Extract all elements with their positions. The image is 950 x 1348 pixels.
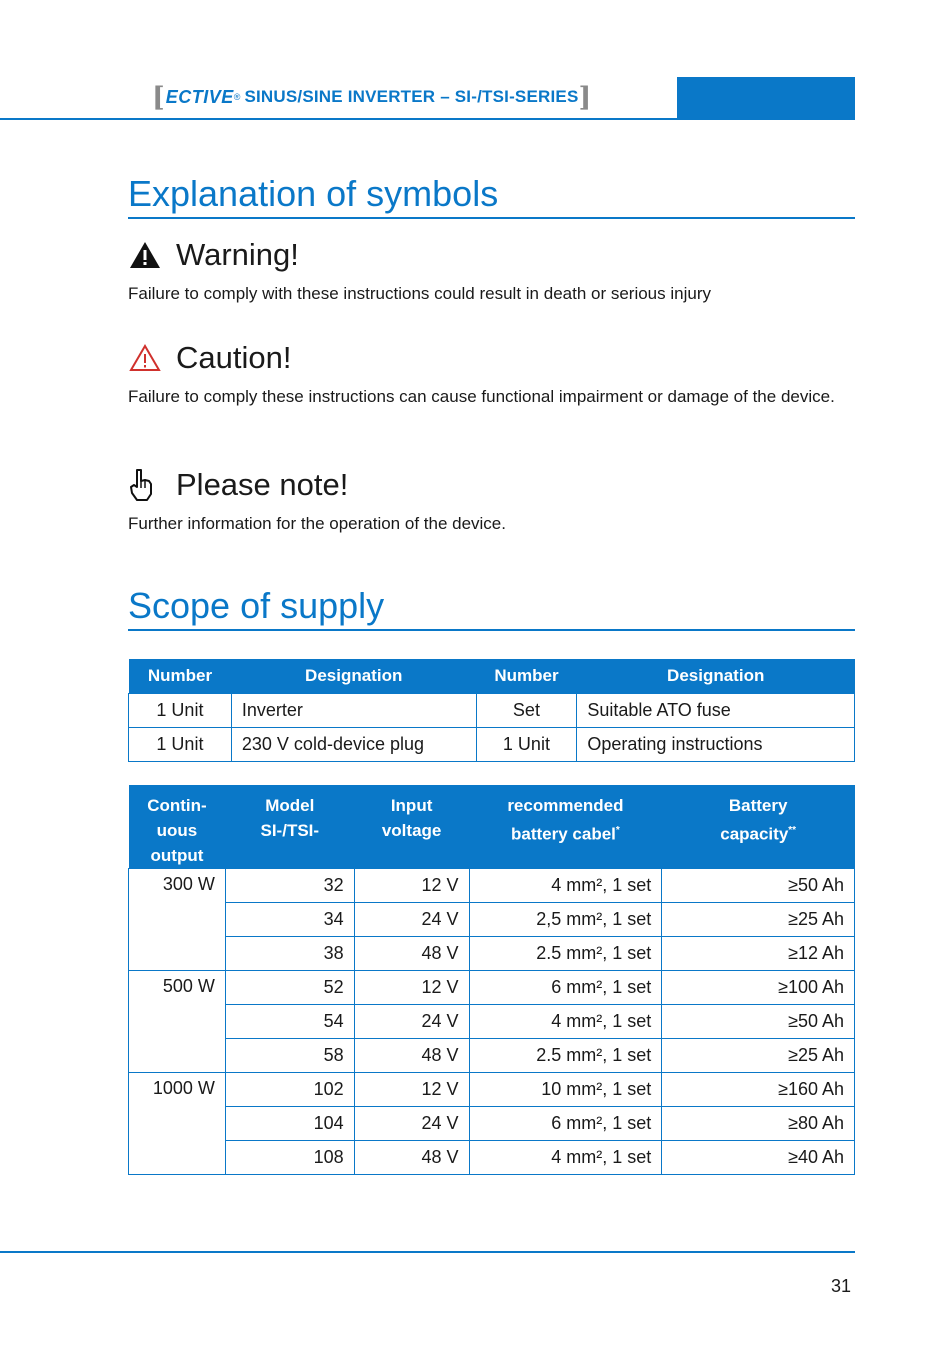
column-header: Number bbox=[476, 659, 577, 693]
table-cell: 54 bbox=[225, 1005, 354, 1039]
table-row bbox=[129, 903, 855, 937]
table-cell: 32 bbox=[225, 869, 354, 903]
table-cell: ≥25 Ah bbox=[662, 1039, 855, 1073]
document-title: SINUS/SINE INVERTER – SI-/TSI-SERIES bbox=[244, 87, 579, 106]
table-cell: 1 Unit bbox=[129, 727, 232, 761]
column-header-cable: recommended battery cabel* bbox=[469, 785, 662, 869]
supply-heading: Scope of supply bbox=[128, 585, 385, 626]
caution-icon bbox=[128, 340, 164, 376]
warning-icon bbox=[128, 237, 164, 273]
table-cell: ≥25 Ah bbox=[662, 903, 855, 937]
table-cell: 48 V bbox=[354, 1141, 469, 1175]
table-cell: ≥12 Ah bbox=[662, 937, 855, 971]
table-cell: 104 bbox=[225, 1107, 354, 1141]
spec-table bbox=[128, 785, 855, 1175]
pointing-hand-icon bbox=[128, 467, 164, 503]
note-title: Please note! bbox=[176, 467, 349, 502]
table-cell: 4 mm², 1 set bbox=[469, 869, 662, 903]
table-cell: ≥50 Ah bbox=[662, 1005, 855, 1039]
header-bracket-close: ] bbox=[578, 81, 592, 113]
table-cell: 1 Unit bbox=[476, 727, 577, 761]
page-number: 31 bbox=[831, 1276, 852, 1296]
table-cell: 52 bbox=[225, 971, 354, 1005]
warning-title: Warning! bbox=[176, 237, 299, 272]
column-header-capacity: Battery capacity** bbox=[662, 785, 855, 869]
column-header-model: Model SI-/TSI- bbox=[225, 785, 354, 869]
warning-row bbox=[128, 235, 299, 275]
table-cell: 2.5 mm², 1 set bbox=[469, 1039, 662, 1073]
table-cell: Operating instructions bbox=[577, 727, 855, 761]
brand-logo: ECTIVE bbox=[165, 86, 234, 107]
registered-mark: ® bbox=[233, 92, 241, 102]
table-row bbox=[129, 1039, 855, 1073]
symbols-heading: Explanation of symbols bbox=[128, 173, 499, 214]
header-bracket-open: [ bbox=[152, 81, 165, 113]
table-row bbox=[129, 937, 855, 971]
table-cell: 10 mm², 1 set bbox=[469, 1073, 662, 1107]
caution-text: Failure to comply these instructions can cause functional impairment or damage of the device. bbox=[128, 387, 835, 406]
table-cell: 12 V bbox=[354, 971, 469, 1005]
table-cell: 58 bbox=[225, 1039, 354, 1073]
output-cell: 1000 W bbox=[129, 1073, 226, 1175]
table-cell: Inverter bbox=[231, 693, 476, 727]
table-cell: ≥160 Ah bbox=[662, 1073, 855, 1107]
caution-row bbox=[128, 338, 291, 378]
symbols-heading-rule bbox=[128, 217, 855, 219]
table-row bbox=[129, 727, 855, 761]
table-cell: 230 V cold-device plug bbox=[231, 727, 476, 761]
warning-text: Failure to comply with these instructions could result in death or serious injury bbox=[128, 284, 711, 303]
note-row bbox=[128, 465, 348, 505]
table-cell: Set bbox=[476, 693, 577, 727]
table-row bbox=[129, 1141, 855, 1175]
table-cell: 24 V bbox=[354, 903, 469, 937]
note-text: Further information for the operation of the device. bbox=[128, 514, 506, 533]
table-cell: 4 mm², 1 set bbox=[469, 1005, 662, 1039]
column-header: Designation bbox=[577, 659, 855, 693]
table-row bbox=[129, 693, 855, 727]
table-cell: 38 bbox=[225, 937, 354, 971]
footer-rule bbox=[0, 1251, 855, 1253]
table-cell: 48 V bbox=[354, 1039, 469, 1073]
column-header-voltage: Input voltage bbox=[354, 785, 469, 869]
column-header: Designation bbox=[231, 659, 476, 693]
table-cell: 108 bbox=[225, 1141, 354, 1175]
supply-table-header bbox=[129, 659, 855, 693]
table-cell: 1 Unit bbox=[129, 693, 232, 727]
output-cell: 300 W bbox=[129, 869, 226, 971]
table-cell: 12 V bbox=[354, 1073, 469, 1107]
table-cell: 24 V bbox=[354, 1107, 469, 1141]
table-row bbox=[129, 971, 855, 1005]
table-cell: 6 mm², 1 set bbox=[469, 1107, 662, 1141]
table-row bbox=[129, 1073, 855, 1107]
table-cell: 12 V bbox=[354, 869, 469, 903]
supply-table bbox=[128, 659, 855, 762]
caution-title: Caution! bbox=[176, 340, 292, 375]
header-rule bbox=[0, 118, 855, 120]
table-cell: ≥50 Ah bbox=[662, 869, 855, 903]
table-cell: 24 V bbox=[354, 1005, 469, 1039]
table-row bbox=[129, 1107, 855, 1141]
table-cell: 6 mm², 1 set bbox=[469, 971, 662, 1005]
table-row bbox=[129, 1005, 855, 1039]
table-cell: ≥100 Ah bbox=[662, 971, 855, 1005]
header-title bbox=[152, 82, 591, 112]
column-header-output: Contin- uous output bbox=[129, 785, 226, 869]
table-cell: 102 bbox=[225, 1073, 354, 1107]
table-cell: 2,5 mm², 1 set bbox=[469, 903, 662, 937]
table-cell: 2.5 mm², 1 set bbox=[469, 937, 662, 971]
table-cell: 34 bbox=[225, 903, 354, 937]
table-cell: 4 mm², 1 set bbox=[469, 1141, 662, 1175]
column-header: Number bbox=[129, 659, 232, 693]
spec-table-header bbox=[129, 785, 855, 869]
table-cell: 48 V bbox=[354, 937, 469, 971]
table-cell: ≥80 Ah bbox=[662, 1107, 855, 1141]
table-cell: Suitable ATO fuse bbox=[577, 693, 855, 727]
output-cell: 500 W bbox=[129, 971, 226, 1073]
table-cell: ≥40 Ah bbox=[662, 1141, 855, 1175]
table-row bbox=[129, 869, 855, 903]
header-color-block bbox=[677, 77, 855, 120]
supply-heading-rule bbox=[128, 629, 855, 631]
